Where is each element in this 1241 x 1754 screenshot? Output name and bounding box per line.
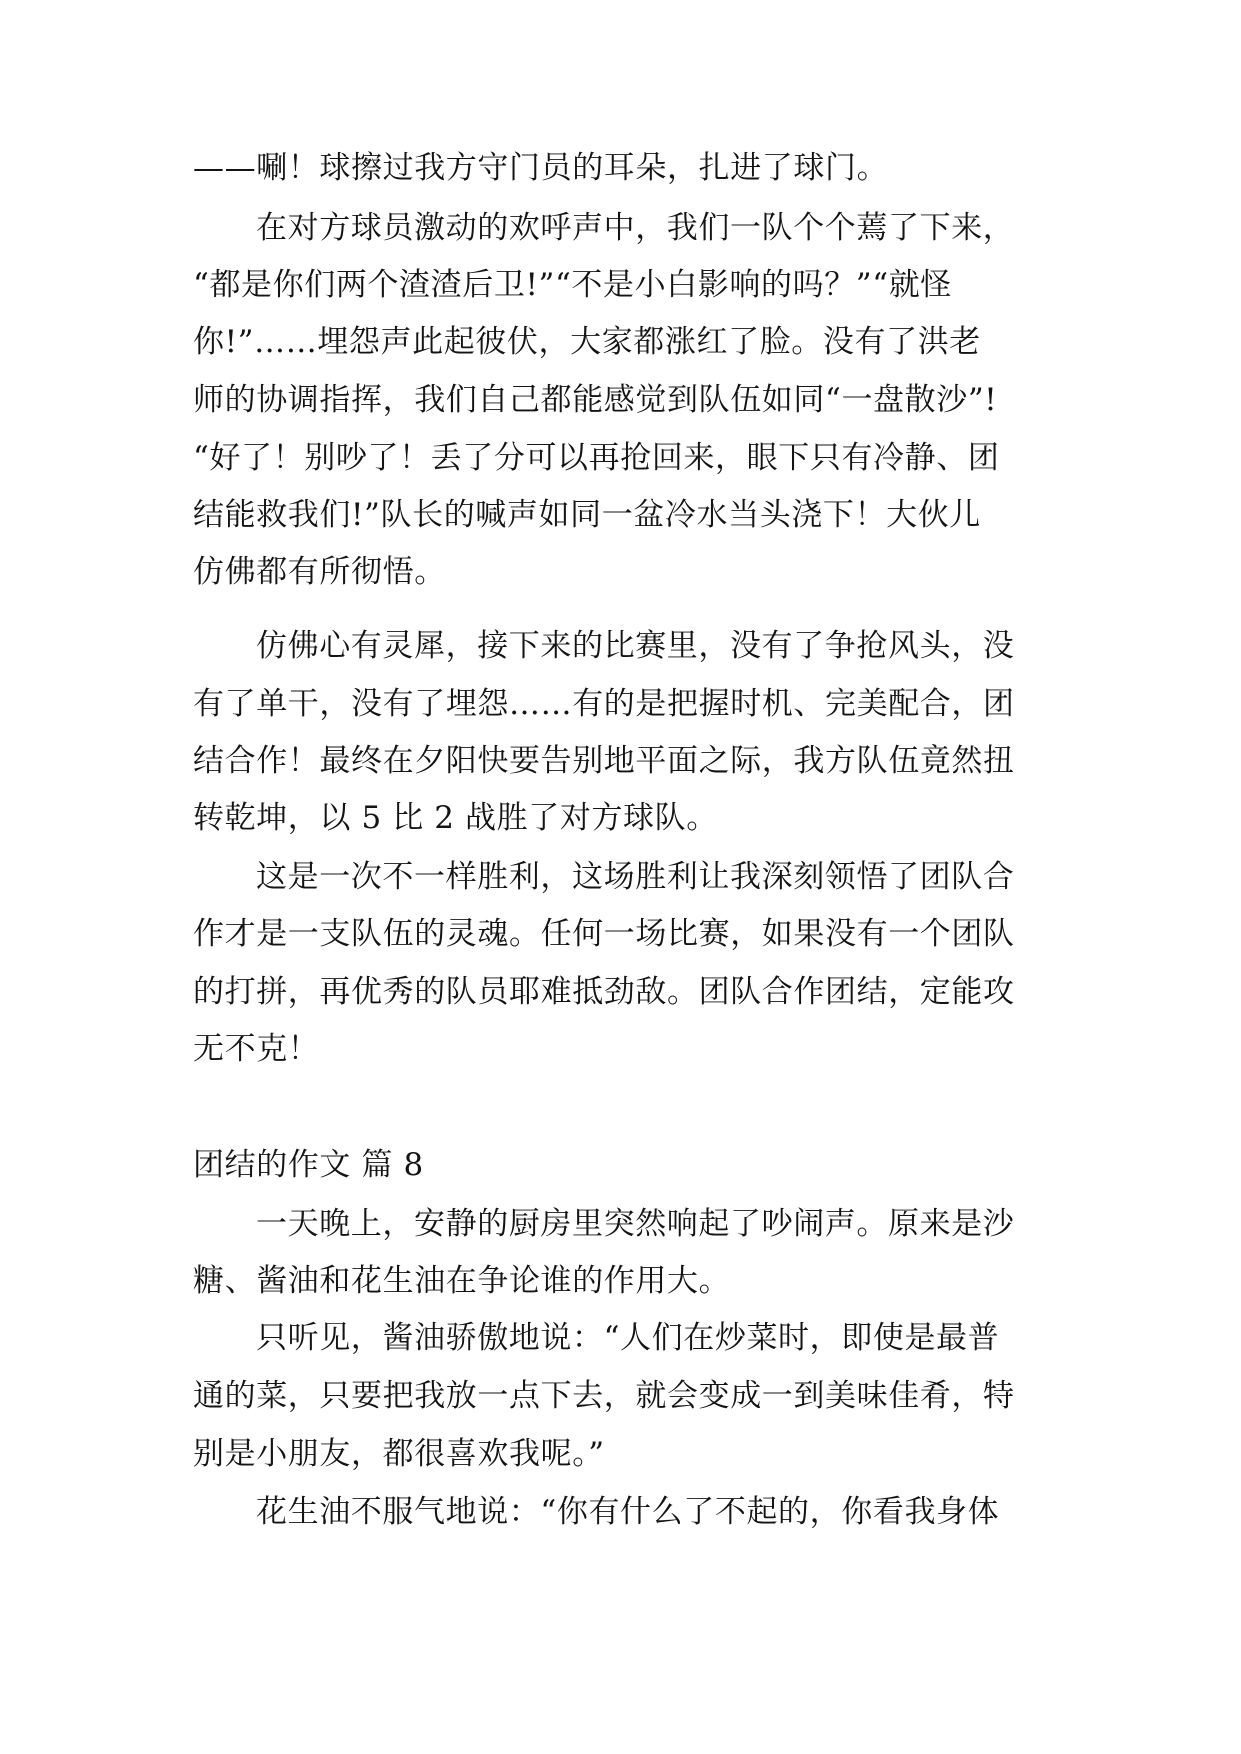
text-line: 别是小朋友，都很喜欢我呢。” bbox=[193, 1436, 605, 1472]
paragraph-first-line: 只听见，酱油骄傲地说：“人们在炒菜时，即使是最普 bbox=[256, 1320, 1000, 1356]
text-line: 结能救我们!”队长的喊声如同一盆冷水当头浇下！大伙儿 bbox=[193, 497, 981, 533]
paragraph-first-line: 花生油不服气地说：“你有什么了不起的，你看我身体 bbox=[256, 1494, 1000, 1530]
text-line: 无不克！ bbox=[193, 1031, 320, 1067]
text-line: 师的协调指挥，我们自己都能感觉到队伍如同“一盘散沙”! bbox=[193, 382, 998, 418]
text-line: 转乾坤，以 5 比 2 战胜了对方球队。 bbox=[193, 800, 718, 836]
text-line: 作才是一支队伍的灵魂。任何一场比赛，如果没有一个团队 bbox=[193, 916, 1015, 952]
paragraph-first-line: 在对方球员激动的欢呼声中，我们一队个个蔫了下来， bbox=[256, 210, 1015, 246]
text-line: “都是你们两个渣渣后卫!”“不是小白影响的吗？”“就怪 bbox=[193, 267, 952, 303]
section-heading: 团结的作文 篇 8 bbox=[193, 1147, 424, 1183]
text-line: 通的菜，只要把我放一点下去，就会变成一到美味佳肴，特 bbox=[193, 1378, 1015, 1414]
text-line: 你!”……埋怨声此起彼伏，大家都涨红了脸。没有了洪老 bbox=[193, 324, 981, 360]
text-line: 仿佛都有所彻悟。 bbox=[193, 554, 446, 590]
text-line: 的打拼，再优秀的队员耶难抵劲敌。团队合作团结，定能攻 bbox=[193, 974, 1015, 1010]
text-line: 有了单干，没有了埋怨……有的是把握时机、完美配合，团 bbox=[193, 686, 1015, 722]
text-line: “好了！别吵了！丢了分可以再抢回来，眼下只有冷静、团 bbox=[193, 440, 1000, 476]
paragraph-first-line: 这是一次不一样胜利，这场胜利让我深刻领悟了团队合 bbox=[256, 859, 1015, 895]
paragraph-first-line: 一天晚上，安静的厨房里突然响起了吵闹声。原来是沙 bbox=[256, 1206, 1015, 1242]
text-line: 结合作！最终在夕阳快要告别地平面之际，我方队伍竟然扭 bbox=[193, 743, 1015, 779]
text-line: ——唰！球擦过我方守门员的耳朵，扎进了球门。 bbox=[193, 150, 889, 186]
text-line: 糖、酱油和花生油在争论谁的作用大。 bbox=[193, 1263, 731, 1299]
paragraph-first-line: 仿佛心有灵犀，接下来的比赛里，没有了争抢风头，没 bbox=[256, 628, 1015, 664]
